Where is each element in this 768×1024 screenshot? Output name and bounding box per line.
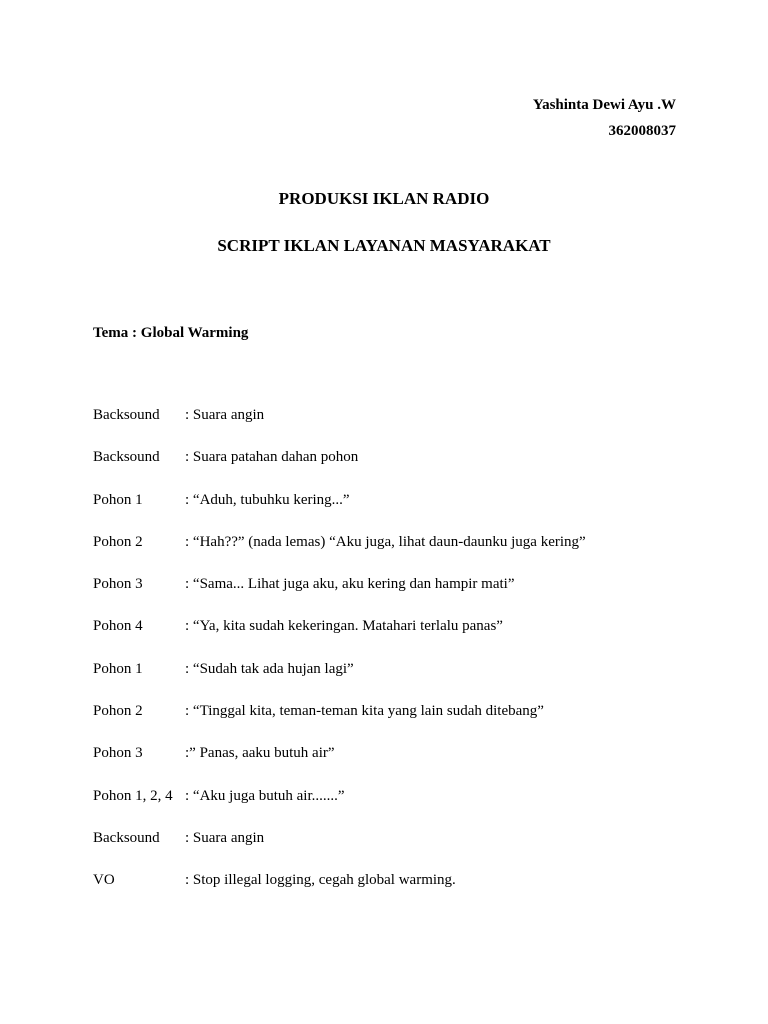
speaker-label: Pohon 2 <box>93 533 143 550</box>
document-subtitle: SCRIPT IKLAN LAYANAN MASYARAKAT <box>217 236 551 255</box>
script-row <box>93 830 693 872</box>
script-row <box>93 534 693 576</box>
script-row <box>93 618 693 660</box>
script-row <box>93 449 693 491</box>
script-row <box>93 407 693 449</box>
speaker-label: Backsound <box>93 407 160 423</box>
document-title: PRODUKSI IKLAN RADIO <box>278 189 490 208</box>
speaker-label: Pohon 1 <box>93 660 143 677</box>
speaker-label: Pohon 1, 2, 4 <box>93 787 173 804</box>
speaker-label: Pohon 2 <box>93 703 143 720</box>
script-row <box>93 661 693 703</box>
script-row <box>93 745 693 787</box>
script-row <box>93 703 693 745</box>
script-line: : “Aduh, tubuhku kering...” <box>185 491 350 508</box>
speaker-label: Backsound <box>93 449 160 466</box>
script-list <box>93 407 693 915</box>
script-line: : “Sama... Lihat juga aku, aku kering dan hampir mati” <box>185 576 515 593</box>
script-row <box>93 576 693 618</box>
script-row <box>93 872 693 914</box>
theme-label: Tema : Global Warming <box>93 325 249 341</box>
script-line: : Suara angin <box>185 829 265 846</box>
speaker-label: Pohon 1 <box>93 491 143 508</box>
script-line: : “Hah??” (nada lemas) “Aku juga, lihat daun-daunku juga kering” <box>185 533 586 550</box>
author-block <box>533 92 676 144</box>
script-row <box>93 788 693 830</box>
script-line: : “Ya, kita sudah kekeringan. Matahari terlalu panas” <box>185 618 503 635</box>
script-line: : Suara patahan dahan pohon <box>185 449 359 466</box>
speaker-label: VO <box>93 872 115 889</box>
script-line: : “Tinggal kita, teman-teman kita yang lain sudah ditebang” <box>185 703 544 720</box>
script-row <box>93 492 693 534</box>
script-line: :” Panas, aaku butuh air” <box>185 745 335 762</box>
script-line: : “Sudah tak ada hujan lagi” <box>185 660 354 677</box>
author-id: 362008037 <box>608 123 676 139</box>
speaker-label: Pohon 3 <box>93 576 143 593</box>
script-line: : Stop illegal logging, cegah global warming. <box>185 872 456 889</box>
script-line: : “Aku juga butuh air.......” <box>185 787 345 804</box>
author-name: Yashinta Dewi Ayu .W <box>532 97 676 113</box>
script-line: : Suara angin <box>185 407 265 423</box>
speaker-label: Pohon 3 <box>93 745 143 762</box>
speaker-label: Backsound <box>93 829 160 846</box>
speaker-label: Pohon 4 <box>93 618 143 635</box>
